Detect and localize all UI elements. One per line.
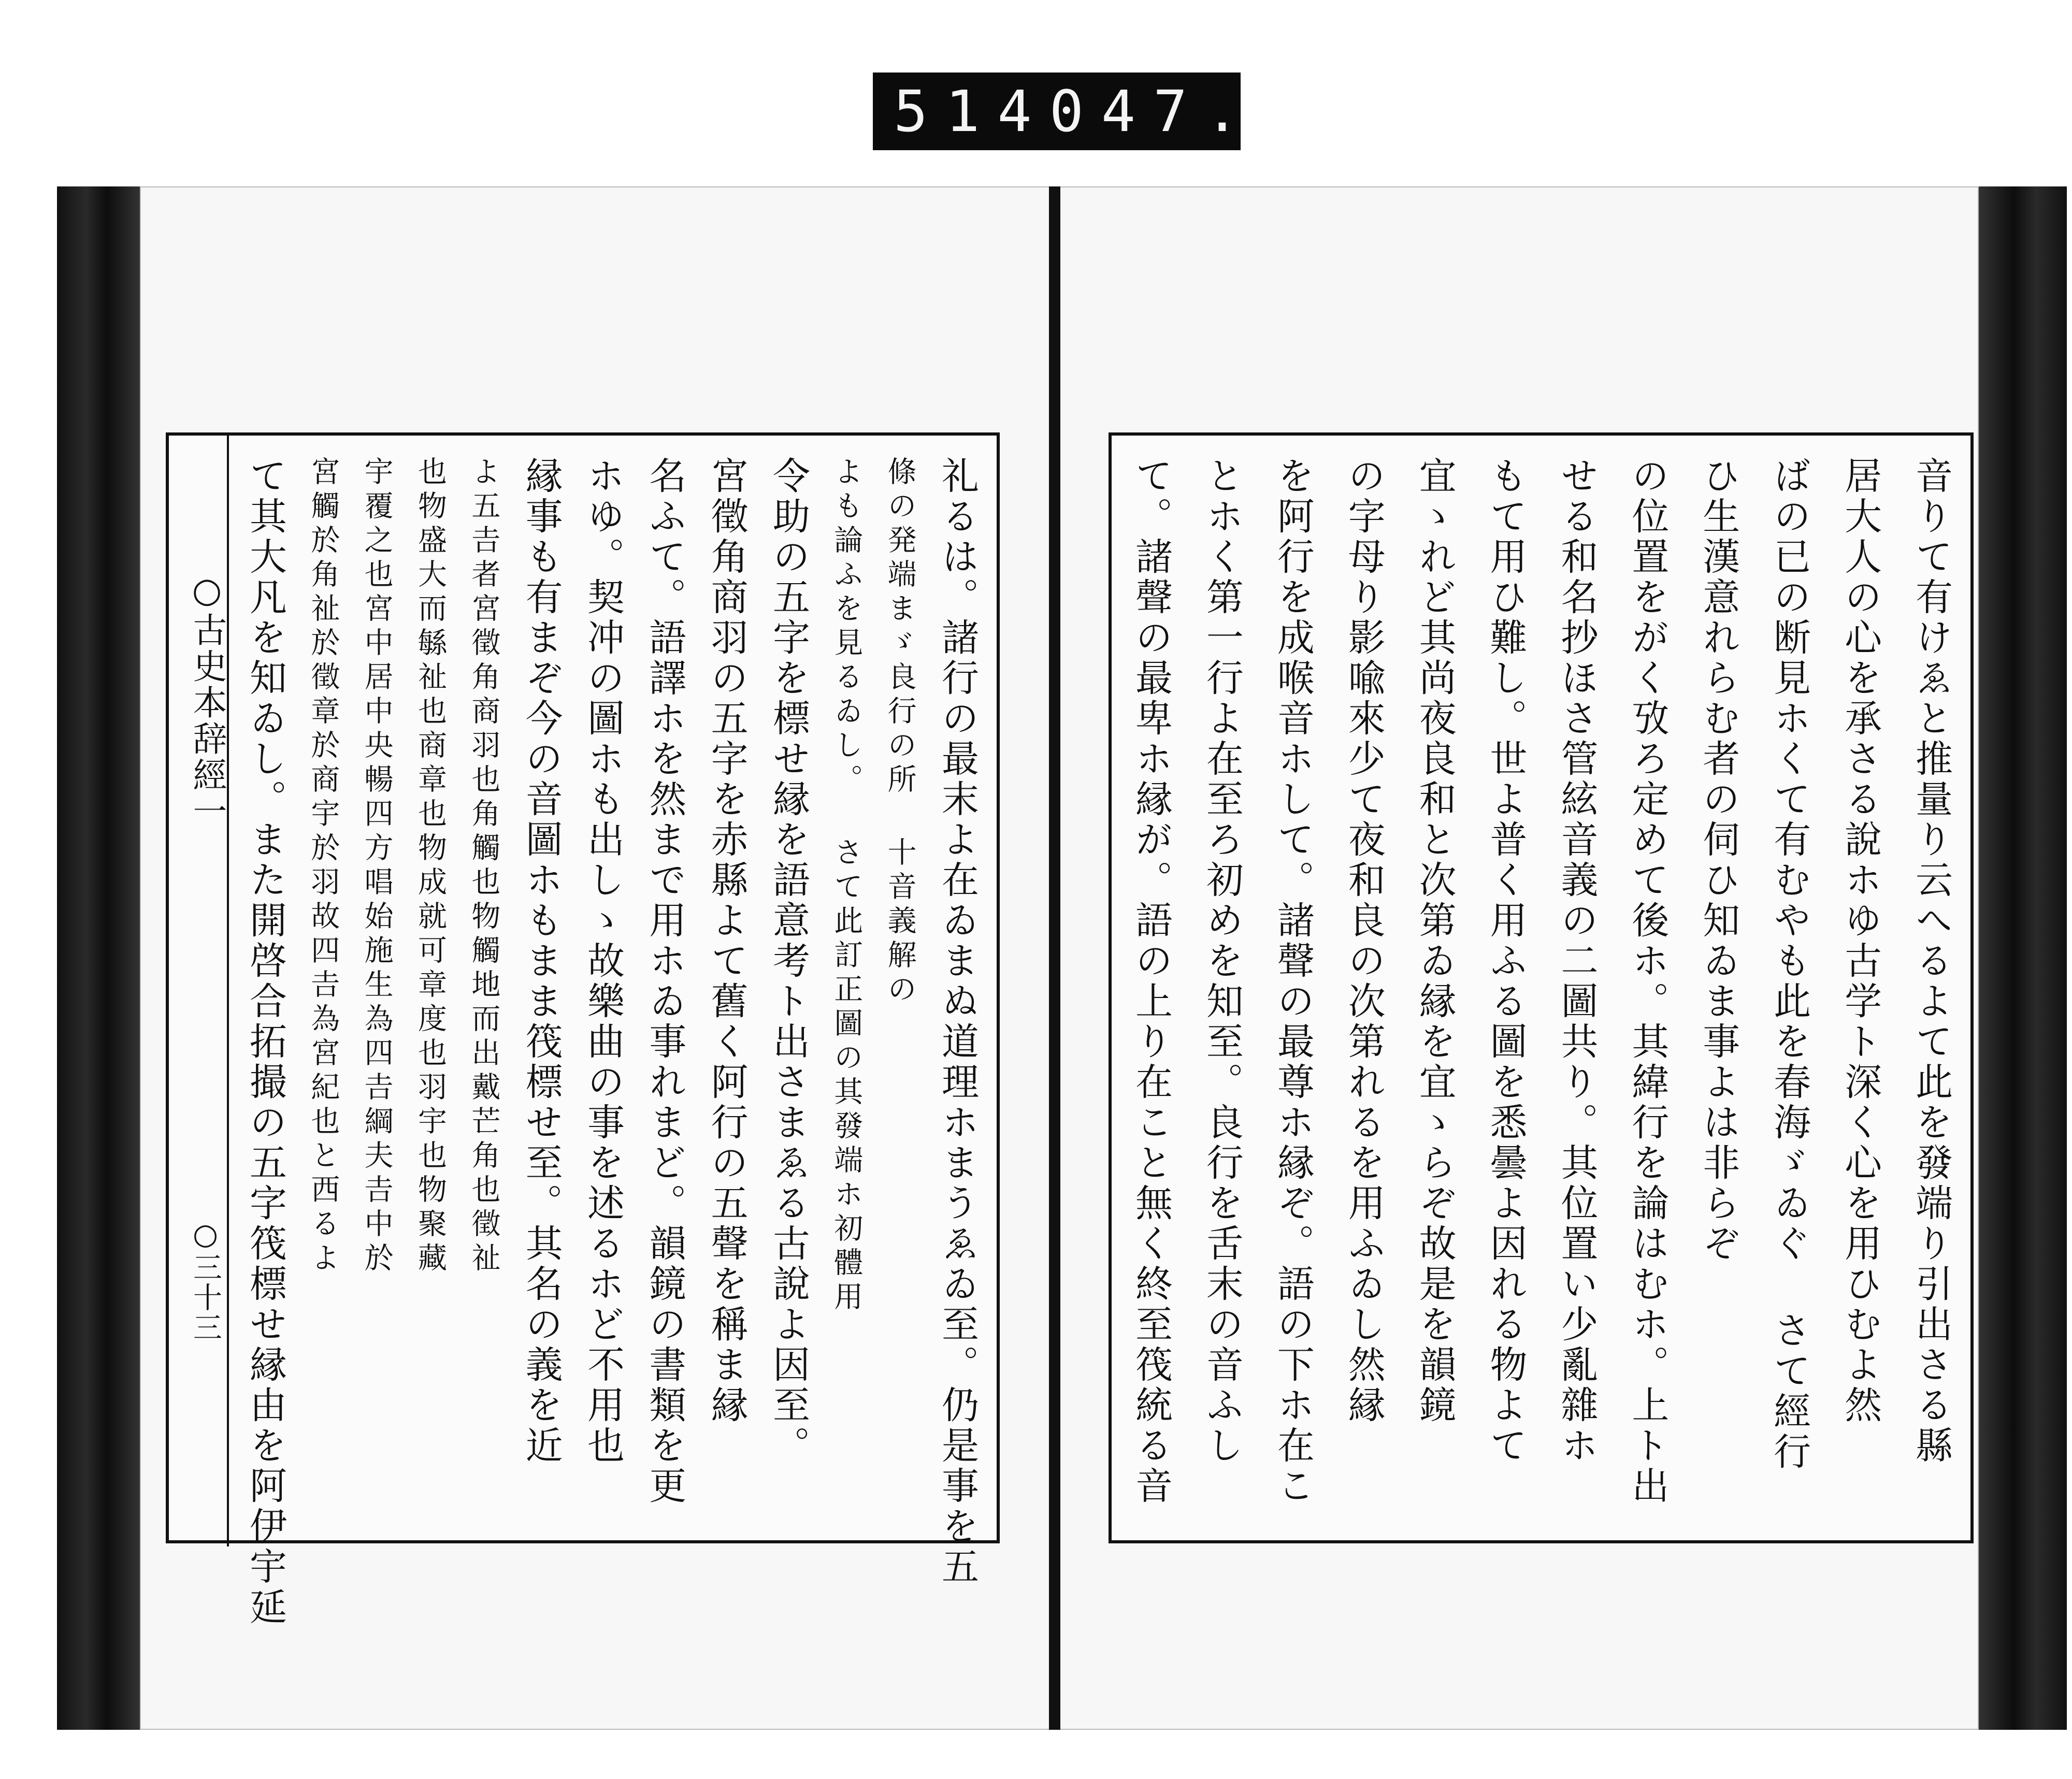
text-column: よも論ふを見るゐし。 さて此訂正圖の其發端ホ初體用 (829, 456, 864, 1315)
text-column: の字母り影喩來少て夜和良の次第れるを用ふゐし然縁 (1342, 456, 1386, 1426)
text-column: の位置をがく攷ろ定めて後ホ。其緯行を論はむホ。上ト出 (1625, 456, 1670, 1507)
frame-label-left: 514 (894, 78, 1049, 144)
left-margin (169, 436, 229, 1546)
text-column: 礼るは。諸行の最末よ在ゐまぬ道理ホまうゑゐ至。仍是事を五 (935, 456, 979, 1587)
open-book (57, 186, 2067, 1730)
book-edge-right (1979, 186, 2067, 1730)
text-column: 令助の五字を標せ縁を語意考ト出さまゑる古說よ因至。 (766, 456, 810, 1466)
book-edge-left (57, 186, 140, 1730)
text-column: 宜ゝれど其尚夜良和と次第ゐ縁を宜ゝらぞ故是を韻鏡 (1413, 456, 1457, 1426)
running-title: ○古史本辞經一 (187, 570, 227, 830)
text-column: ひ生漢意れらむ者の伺ひ知ゐま事よは非らぞ (1696, 456, 1740, 1264)
right-columns (1129, 456, 1953, 1520)
text-column: よ五𠮷者宮徵角商羽也角觸也物觸地而出戴芒角也徵祉 (467, 456, 501, 1277)
text-column: ばの已の断見ホくて有むやも此を春海ゞゐぐ さて經行 (1767, 456, 1811, 1472)
text-column: 也物盛大而緐祉也商章也物成就可章度也羽宇也物聚藏 (413, 456, 447, 1277)
text-column: 宮徵角商羽の五字を赤縣よて舊く阿行の五聲を稱ま縁 (704, 456, 749, 1426)
left-columns (243, 456, 979, 1628)
text-column: せる和名抄ほさ管絃音義の二圖共り。其位置い少亂雜ホ (1555, 456, 1599, 1466)
text-column: もて用ひ難し。世よ普く用ふる圖を悉曇よ因れる物よて (1484, 456, 1528, 1466)
text-column: とホく第一行よ在至ろ初めを知至。良行を舌末の音ふし (1200, 456, 1244, 1466)
text-column: 條の発端まゞ良行の所 十音義解の (883, 456, 917, 1008)
text-column: 居大人の心を承さる說ホゆ古学ト深く心を用ひむよ然 (1838, 456, 1882, 1426)
text-column: 音りて有けゑと推量り云へるよて此を發端り引出さる縣 (1909, 456, 1953, 1466)
film-frame-label (873, 73, 1257, 150)
text-column: て。諸聲の最卑ホ縁が。語の上り在こと無く終至筏統る音 (1129, 456, 1173, 1507)
left-text-block (166, 432, 1000, 1628)
text-column: 宇覆之也宮中居中央暢四方唱始施生為四𠮷綱夫𠮷中於 (359, 456, 394, 1277)
text-column: て其大凡を知ゐし。また開啓合拓撮の五字筏標せ縁由を阿伊宇延 (243, 456, 287, 1628)
frame-label-right: 047. (1049, 78, 1257, 144)
text-column: 縁事も有まぞ今の音圖ホもまま筏標せ至。其名の義を近 (519, 456, 563, 1466)
right-text-block (1109, 432, 1974, 1543)
text-column: 宮觸於角祉於徵章於商宇於羽故四𠮷為宮紀也と西るよ (306, 456, 340, 1277)
page-number: ○三十三 (189, 1218, 222, 1342)
book-gutter (1049, 186, 1060, 1730)
text-column: ホゆ。契冲の圖ホも出しゝ故樂曲の事を述るホど不用也 (581, 456, 625, 1466)
text-column: 名ふて。語譯ホを然まで用ホゐ事れまど。韻鏡の書類を更 (643, 456, 687, 1507)
text-column: を阿行を成喉音ホして。諸聲の最尊ホ縁ぞ。語の下ホ在こ (1271, 456, 1315, 1507)
